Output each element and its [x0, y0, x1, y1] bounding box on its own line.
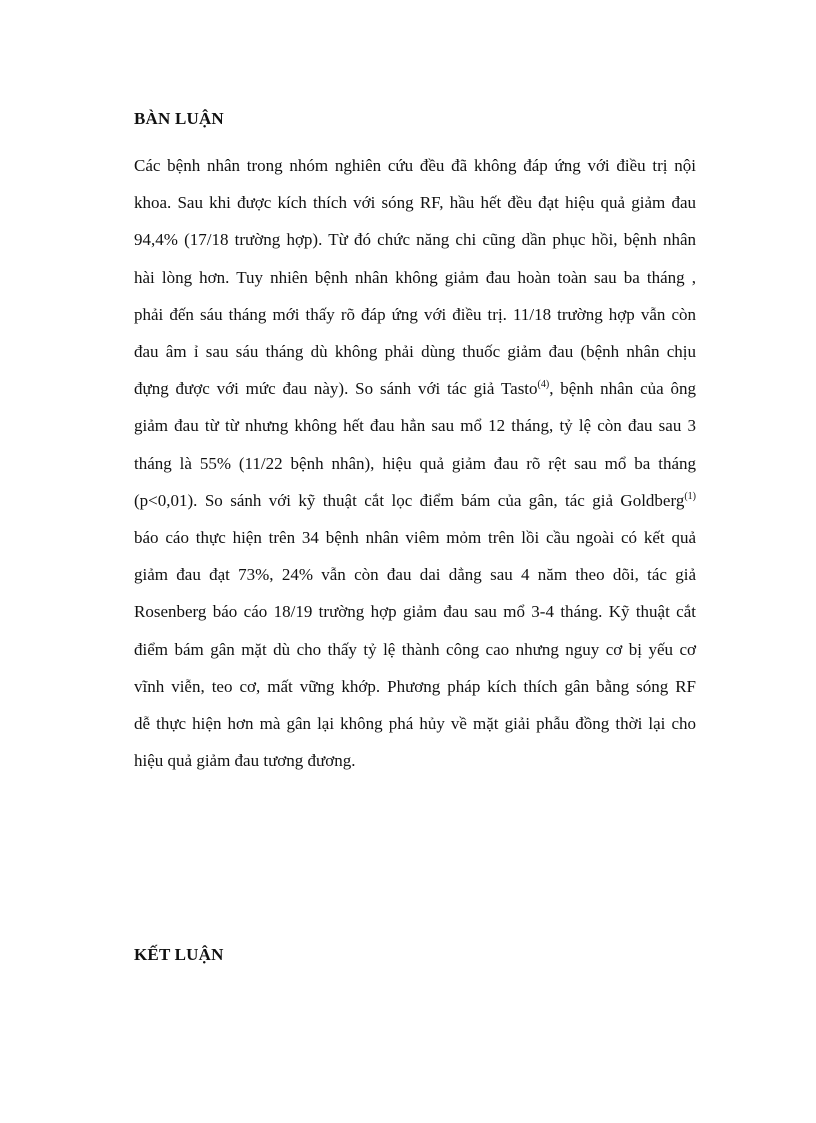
line-text: , bệnh nhân của ông — [549, 379, 696, 399]
paragraph-line — [134, 370, 696, 407]
paragraph-line: Các bệnh nhân trong nhóm nghiên cứu đều đã không đáp ứng với điều trị nội — [134, 156, 696, 175]
paragraph-line: giảm đau từ từ nhưng không hết đau hẳn sau mổ 12 tháng, tỷ lệ còn đau sau 3 — [134, 416, 696, 436]
section-heading-discussion: BÀN LUẬN — [134, 109, 224, 128]
paragraph-line: báo cáo thực hiện trên 34 bệnh nhân viêm mỏm trên lồi cầu ngoài có kết quả — [134, 528, 696, 548]
discussion-paragraph — [134, 147, 696, 779]
citation-superscript: (1) — [684, 490, 696, 502]
paragraph-line: tháng là 55% (11/22 bệnh nhân), hiệu quả giảm đau rõ rệt sau mổ ba tháng — [134, 453, 696, 473]
paragraph-line — [134, 482, 696, 519]
citation-superscript: (4) — [537, 379, 550, 391]
paragraph-line: khoa. Sau khi được kích thích với sóng RF, hầu hết đều đạt hiệu quả giảm đau — [134, 193, 696, 213]
paragraph-line: 94,4% (17/18 trường hợp). Từ đó chức năng chi cũng dần phục hồi, bệnh nhân — [134, 230, 696, 250]
paragraph-line: hiệu quả giảm đau tương đương. — [134, 751, 356, 771]
section-heading-conclusion: KẾT LUẬN — [134, 945, 224, 964]
paragraph-line: vĩnh viễn, teo cơ, mất vững khớp. Phương pháp kích thích gân bằng sóng RF — [134, 676, 696, 696]
line-text: (p<0,01). So sánh với kỹ thuật cắt lọc điểm bám của gân, tác giả Goldberg — [134, 490, 685, 510]
line-text: đựng được với mức đau này). So sánh với tác giả Tasto — [134, 379, 538, 399]
paragraph-line: giảm đau đạt 73%, 24% vẫn còn đau dai dẳng sau 4 năm theo dõi, tác giả — [134, 565, 696, 585]
paragraph-line: Rosenberg báo cáo 18/19 trường hợp giảm đau sau mổ 3-4 tháng. Kỹ thuật cắt — [134, 602, 696, 622]
paragraph-line: phải đến sáu tháng mới thấy rõ đáp ứng với điều trị. 11/18 trường hợp vẫn còn — [134, 304, 696, 324]
paragraph-line: đau âm ỉ sau sáu tháng dù không phải dùng thuốc giảm đau (bệnh nhân chịu — [134, 342, 696, 362]
paragraph-line: dễ thực hiện hơn mà gân lại không phá hủy về mặt giải phẫu đồng thời lại cho — [134, 714, 696, 734]
paragraph-line: điểm bám gân mặt dù cho thấy tỷ lệ thành công cao nhưng nguy cơ bị yếu cơ — [134, 639, 696, 659]
paragraph-line: hài lòng hơn. Tuy nhiên bệnh nhân không giảm đau hoàn toàn sau ba tháng , — [134, 267, 696, 287]
